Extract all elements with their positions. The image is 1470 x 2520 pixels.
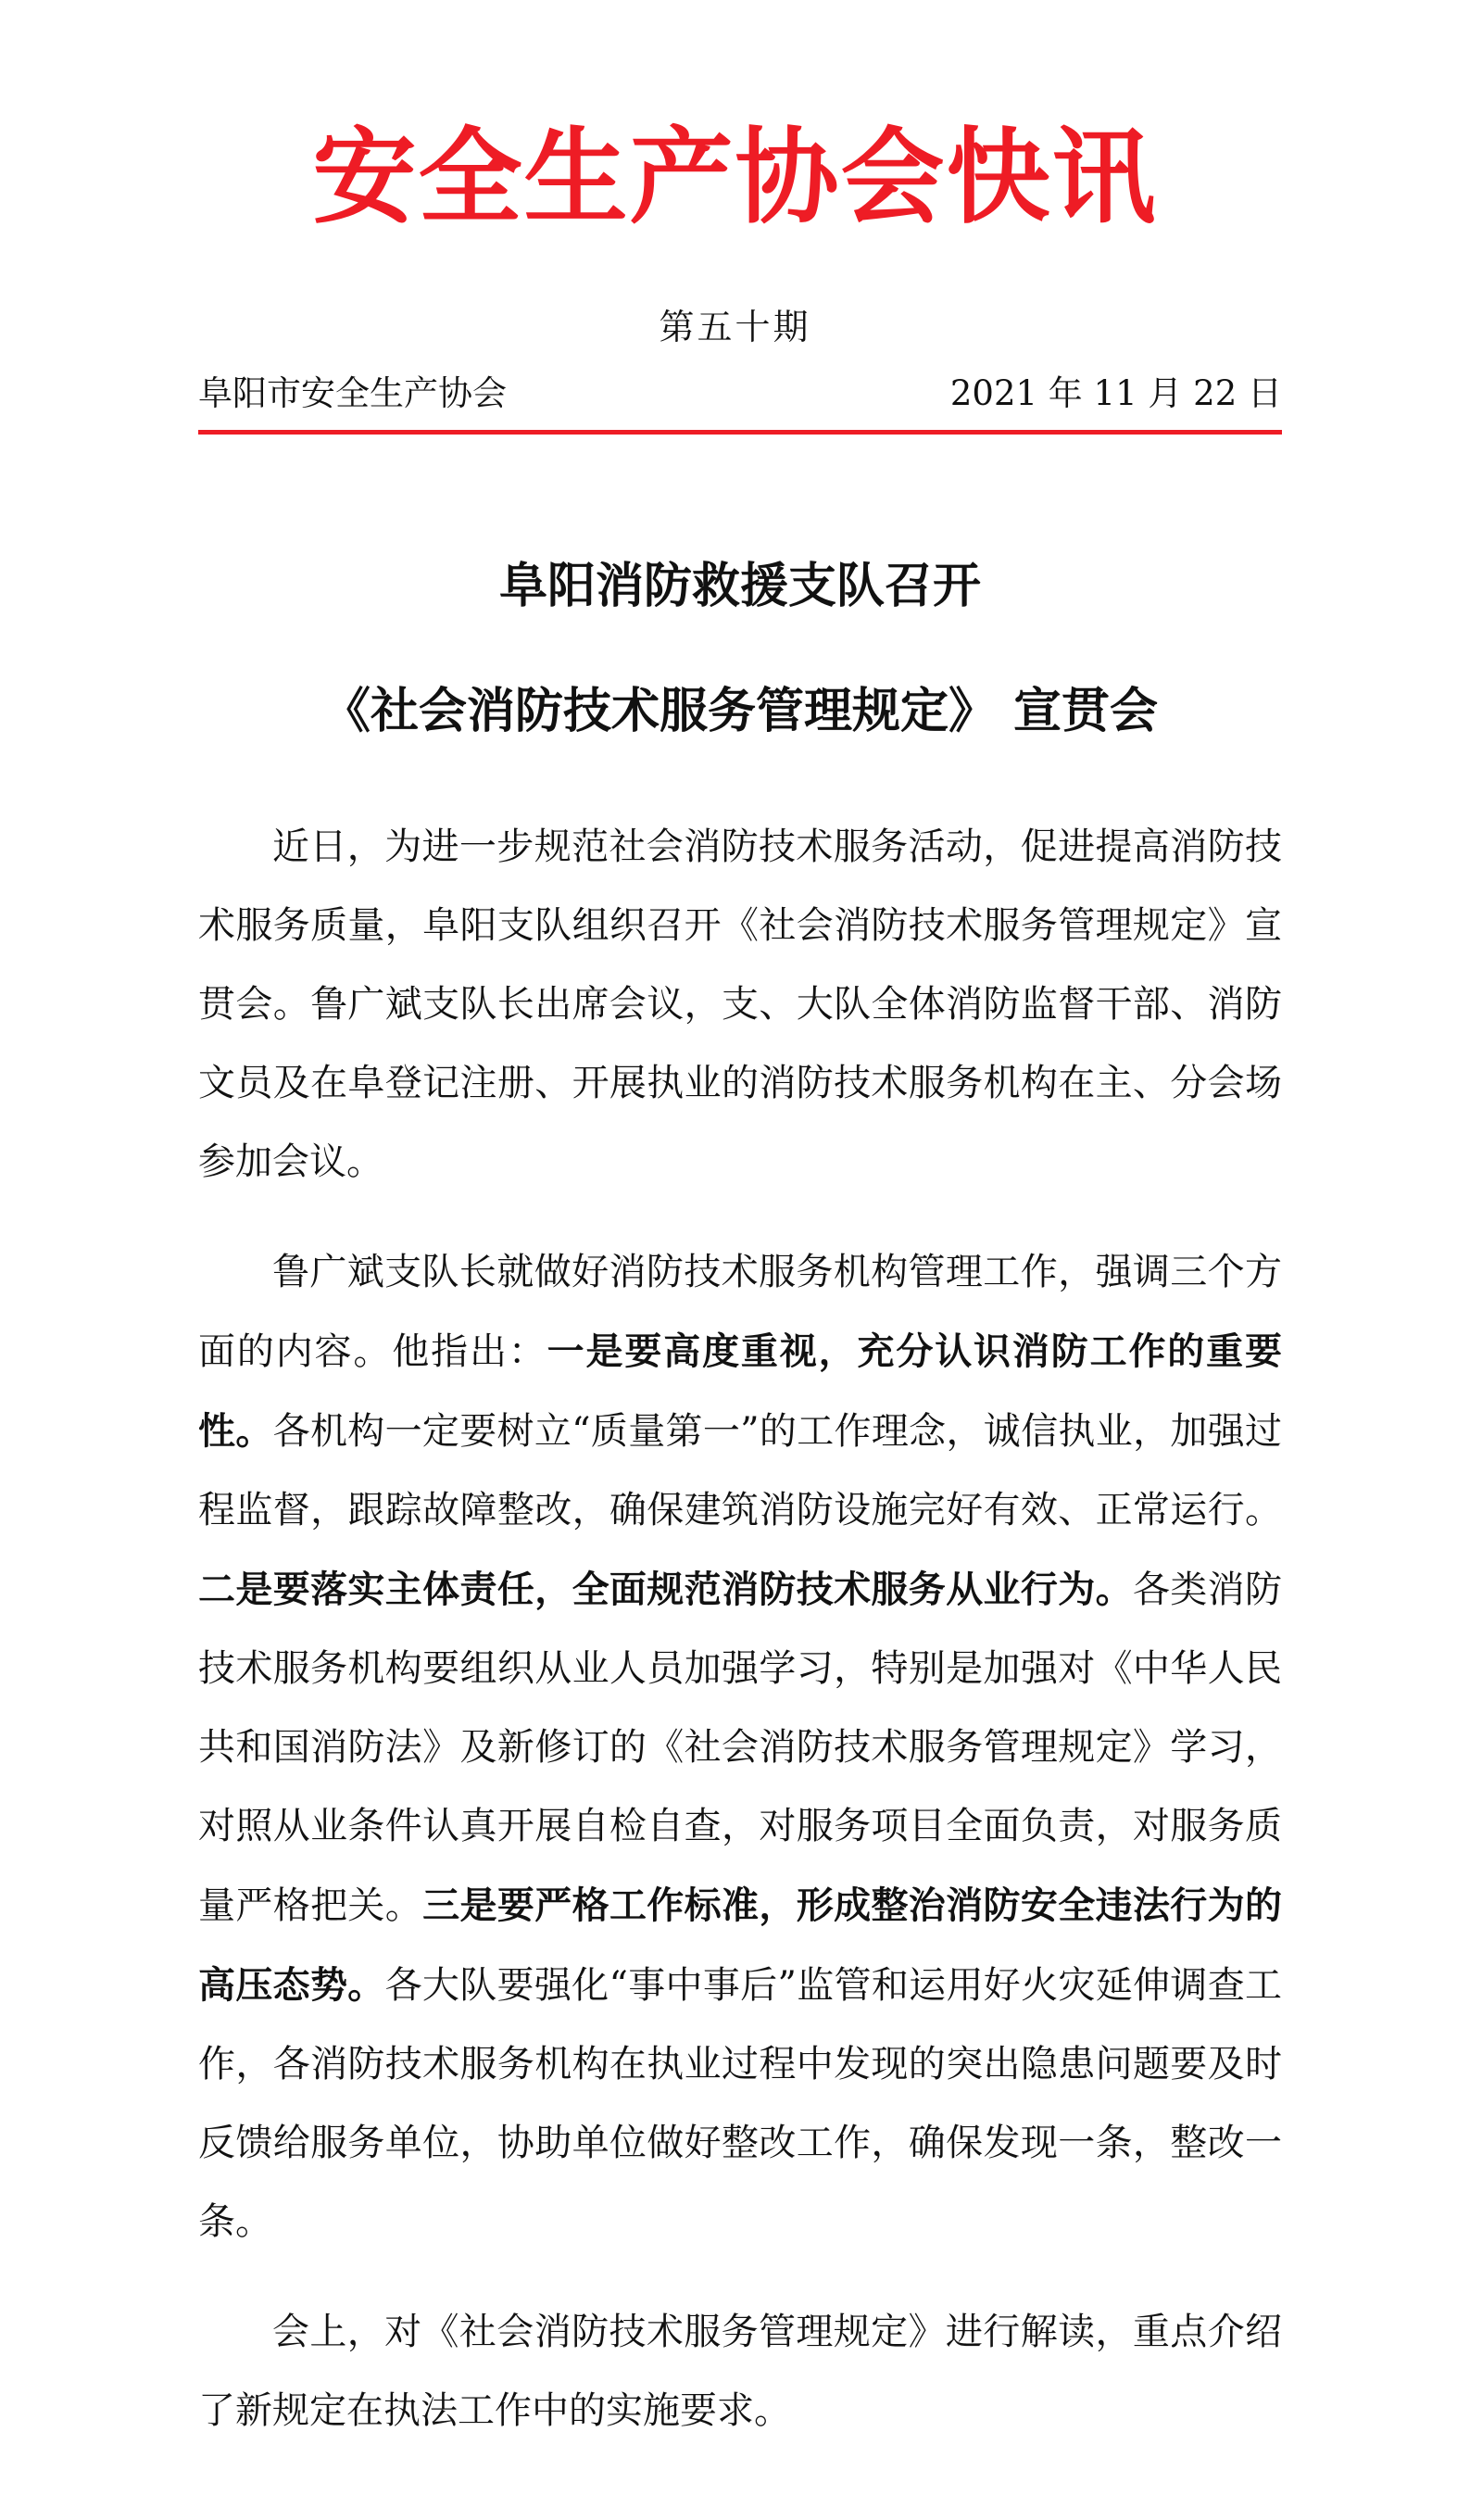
article-paragraph-3: 会上，对《社会消防技术服务管理规定》进行解读，重点介绍了新规定在执法工作中的实施要求。 [198,2311,1282,2432]
masthead-title: 安全生产协会快讯 [312,117,1158,238]
masthead-divider [198,430,1282,435]
emphasis-point-1: 一是要高度重视，充分认识消防工作的重要性。 [198,1329,1283,1453]
point-3-body: 各大队要强化“事中事后”监管和运用好火灾延伸调查工作，各消防技术服务机构在执业过程中发现的突出隐患问题要及时反馈给服务单位，协助单位做好整改工作，确保发现一条，整改一条。 [198,1964,1283,2243]
article-body [198,808,1282,2482]
emphasis-point-3: 三是要严格工作标准，形成整治消防安全违法行为的高压态势。 [198,1884,1283,2007]
publisher-name: 阜阳市安全生产协会 [198,373,507,413]
article-headline-line2: 《社会消防技术服务管理规定》 宣贯会 [321,683,1159,739]
point-2-body: 各类消防技术服务机构要组织从业人员加强学习，特别是加强对《中华人民共和国消防法》及新修订的《社会消防技术服务管理规定》学习，对照从业条件认真开展自检自查，对服务项目全面负责，对服务质量严格把关。 [198,1569,1283,1927]
issue-number: 第五十期 [659,307,811,347]
article-paragraph-1: 近日，为进一步规范社会消防技术服务活动，促进提高消防技术服务质量，阜阳支队组织召开《社会消防技术服务管理规定》宣贯会。鲁广斌支队长出席会议，支、大队全体消防监督干部、消防文员及在阜登记注册、开展执业的消防技术服务机构在主、分会场参加会议。 [198,825,1282,1183]
paragraph-2-intro: 鲁广斌支队长就做好消防技术服务机构管理工作，强调三个方面的内容。他指出： [198,1251,1282,1373]
point-1-body: 各机构一定要树立“质量第一”的工作理念，诚信执业，加强过程监督，跟踪故障整改，确保建筑消防设施完好有效、正常运行。 [198,1410,1283,1531]
emphasis-point-2: 二是要落实主体责任，全面规范消防技术服务从业行为。 [198,1568,1133,1611]
issue-date: 2021 年 11 月 22 日 [949,373,1282,413]
article-headline-line1: 阜阳消防救援支队召开 [498,558,981,614]
issue-meta-row [198,369,1282,419]
article-paragraph-2 [198,1233,1282,2262]
